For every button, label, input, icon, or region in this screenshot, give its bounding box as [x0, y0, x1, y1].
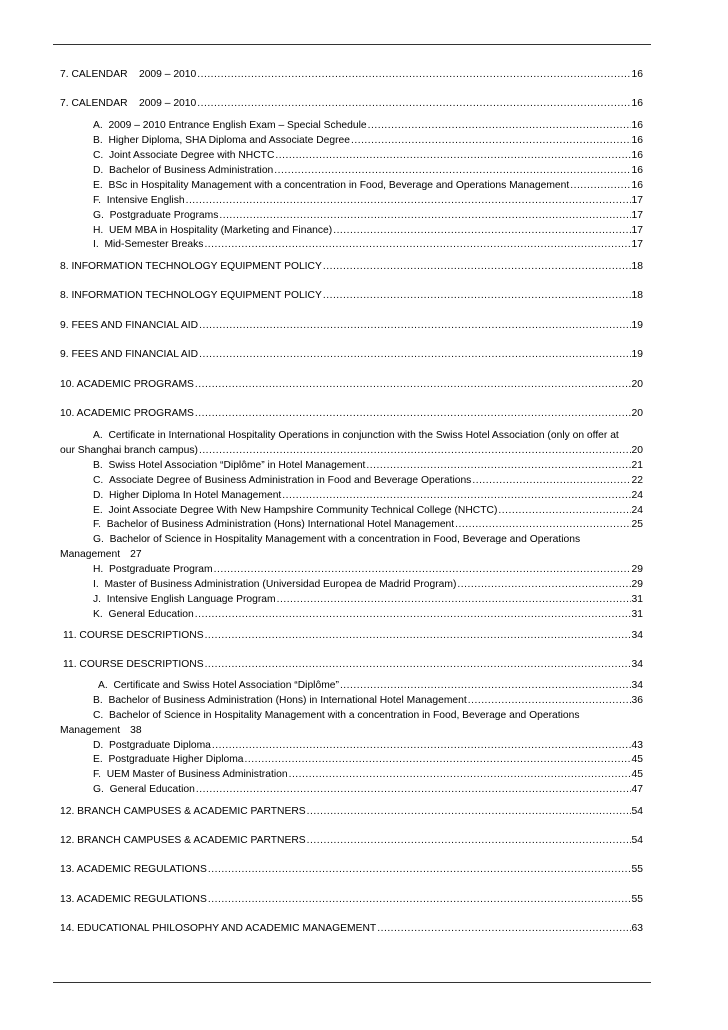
toc-subentry[interactable]: [93, 120, 643, 132]
toc-page-number: 19: [631, 320, 643, 331]
toc-subentry[interactable]: [93, 210, 643, 222]
toc-entry-label: 13. ACADEMIC REGULATIONS: [60, 864, 207, 875]
toc-entry-fees[interactable]: [60, 320, 643, 332]
toc-entry-label: I. Mid-Semester Breaks: [93, 239, 204, 250]
toc-page-number: 17: [631, 225, 643, 236]
leader-dots: [333, 225, 630, 237]
toc-entry-label: B. Swiss Hotel Association “Diplôme” in Hotel Management: [93, 460, 366, 471]
toc-page-number: 25: [631, 519, 643, 530]
toc-subentry-continuation[interactable]: [60, 445, 643, 457]
leader-dots: [195, 609, 631, 621]
toc-entry-calendar[interactable]: [60, 98, 643, 110]
toc-entry-label: A. 2009 – 2010 Entrance English Exam – Special Schedule: [93, 120, 367, 131]
toc-entry-label: F. UEM Master of Business Administration: [93, 769, 288, 780]
leader-dots: [199, 445, 631, 457]
toc-entry-label: D. Bachelor of Business Administration: [93, 165, 274, 176]
leader-dots: [368, 120, 631, 132]
toc-entry-label: K. General Education: [93, 609, 194, 620]
toc-entry-label: D. Postgraduate Diploma: [93, 740, 211, 751]
toc-page-number: 45: [631, 754, 643, 765]
toc-subentry[interactable]: [93, 460, 643, 472]
toc-page-number: 20: [631, 445, 643, 456]
toc-entry-label: 13. ACADEMIC REGULATIONS: [60, 894, 207, 905]
toc-page-number: 17: [631, 195, 643, 206]
toc-page-number: 24: [631, 505, 643, 516]
leader-dots: [323, 290, 631, 302]
leader-dots: [212, 740, 631, 752]
toc-page-number: 47: [631, 784, 643, 795]
toc-page-number: 54: [631, 806, 643, 817]
toc-page-number: 36: [631, 695, 643, 706]
toc-subentry[interactable]: [93, 475, 643, 487]
leader-dots: [468, 695, 631, 707]
toc-entry-branch-campuses[interactable]: [60, 835, 643, 847]
toc-entry-label: H. UEM MBA in Hospitality (Marketing and Finance): [93, 225, 333, 236]
toc-entry-calendar[interactable]: [60, 69, 643, 81]
toc-entry-label: H. Postgraduate Program: [93, 564, 213, 575]
toc-entry-label: C. Associate Degree of Business Administration in Food and Beverage Operations: [93, 475, 472, 486]
toc-subentry[interactable]: [93, 195, 643, 207]
toc-entry-academic-programs[interactable]: [60, 408, 643, 420]
toc-entry-label: 12. BRANCH CAMPUSES & ACADEMIC PARTNERS: [60, 806, 306, 817]
toc-entry-it-policy[interactable]: [60, 290, 643, 302]
toc-entry-label: E. Joint Associate Degree With New Hampshire Community Technical College (NHCTC): [93, 505, 498, 516]
toc-entry-fees[interactable]: [60, 349, 643, 361]
toc-subentry[interactable]: [93, 594, 643, 606]
toc-entry-label: 11. COURSE DESCRIPTIONS: [63, 630, 204, 641]
toc-entry-label: 10. ACADEMIC PROGRAMS: [60, 408, 194, 419]
toc-entry-label: A. Certificate and Swiss Hotel Association “Diplôme”: [98, 680, 339, 691]
leader-dots: [219, 210, 630, 222]
leader-dots: [472, 475, 630, 487]
leader-dots: [457, 579, 630, 591]
toc-entry-label: B. Bachelor of Business Administration (Hons) in International Hotel Management: [93, 695, 467, 706]
toc-subentry[interactable]: [93, 225, 643, 237]
leader-dots: [186, 195, 631, 207]
leader-dots: [199, 349, 630, 361]
toc-entry-label: 12. BRANCH CAMPUSES & ACADEMIC PARTNERS: [60, 835, 306, 846]
toc-subentry[interactable]: [93, 754, 643, 766]
toc-entry-label: G. Postgraduate Programs: [93, 210, 219, 221]
leader-dots: [340, 680, 631, 692]
toc-page-number: 45: [631, 769, 643, 780]
toc-page-number: 55: [631, 864, 643, 875]
leader-dots: [197, 69, 630, 81]
toc-entry-label: 8. INFORMATION TECHNOLOGY EQUIPMENT POLICY: [60, 290, 322, 301]
toc-entry-label: 11. COURSE DESCRIPTIONS: [63, 659, 204, 670]
toc-page-number: 16: [631, 69, 643, 80]
toc-entry-course-descriptions[interactable]: [63, 659, 643, 671]
footer-rule: [53, 982, 651, 983]
leader-dots: [570, 180, 630, 192]
toc-subentry[interactable]: [93, 695, 643, 707]
leader-dots: [282, 490, 630, 502]
toc-page-number: 24: [631, 490, 643, 501]
toc-page-number: 31: [631, 594, 643, 605]
toc-subentry[interactable]: [93, 740, 643, 752]
toc-page-number: 38: [130, 725, 142, 736]
leader-dots: [455, 519, 630, 531]
toc-subentry[interactable]: [93, 239, 643, 251]
leader-dots: [245, 754, 631, 766]
toc-page-number: 21: [631, 460, 643, 471]
toc-subentry[interactable]: [93, 784, 643, 796]
toc-entry-label: 9. FEES AND FINANCIAL AID: [60, 349, 199, 360]
toc-entry-label: E. Postgraduate Higher Diploma: [93, 754, 244, 765]
toc-page-number: 31: [631, 609, 643, 620]
leader-dots: [196, 784, 631, 796]
toc-page-number: 16: [631, 135, 643, 146]
toc-page-number: 43: [631, 740, 643, 751]
toc-entry-label: 7. CALENDAR 2009 – 2010: [60, 69, 197, 80]
toc-entry-label: G. General Education: [93, 784, 195, 795]
toc-subentry[interactable]: [93, 180, 643, 192]
toc-subentry[interactable]: [93, 579, 643, 591]
leader-dots: [277, 594, 631, 606]
toc-subentry[interactable]: [98, 680, 643, 692]
toc-page-number: 34: [631, 659, 643, 670]
toc-page-number: 18: [631, 290, 643, 301]
toc-page-number: 16: [631, 165, 643, 176]
toc-entry-label: Management: [60, 725, 121, 736]
toc-entry-it-policy[interactable]: [60, 261, 643, 273]
toc-page-number: 19: [631, 349, 643, 360]
leader-dots: [377, 923, 630, 935]
toc-subentry-continuation[interactable]: [60, 549, 142, 561]
toc-page-number: 29: [631, 579, 643, 590]
toc-entry-academic-programs[interactable]: [60, 379, 643, 391]
toc-page-number: 34: [631, 630, 643, 641]
toc-subentry[interactable]: [93, 490, 643, 502]
toc-entry-label: D. Higher Diploma In Hotel Management: [93, 490, 282, 501]
leader-dots: [197, 98, 630, 110]
toc-page-number: 16: [631, 180, 643, 191]
toc-subentry-wrapped-line[interactable]: C. Bachelor of Science in Hospitality Management with a concentration in Food, Beverage and Operations: [93, 710, 580, 721]
toc-entry-label: E. BSc in Hospitality Management with a concentration in Food, Beverage and Operations Management: [93, 180, 570, 191]
leader-dots: [199, 320, 630, 332]
toc-page-number: 16: [631, 98, 643, 109]
toc-subentry[interactable]: [93, 150, 643, 162]
leader-dots: [274, 165, 630, 177]
toc-page-number: 17: [631, 210, 643, 221]
leader-dots: [289, 769, 631, 781]
toc-entry-label: F. Intensive English: [93, 195, 185, 206]
toc-entry-label: our Shanghai branch campus): [60, 445, 198, 456]
toc-entry-label: B. Higher Diploma, SHA Diploma and Associate Degree: [93, 135, 350, 146]
toc-entry-label: J. Intensive English Language Program: [93, 594, 276, 605]
toc-page-number: 34: [631, 680, 643, 691]
toc-entry-label: 14. EDUCATIONAL PHILOSOPHY AND ACADEMIC MANAGEMENT: [60, 923, 377, 934]
toc-subentry-continuation[interactable]: [60, 725, 142, 737]
toc-page-number: 54: [631, 835, 643, 846]
toc-entry-label: 8. INFORMATION TECHNOLOGY EQUIPMENT POLICY: [60, 261, 322, 272]
toc-entry-label: 7. CALENDAR 2009 – 2010: [60, 98, 197, 109]
toc-page-number: 16: [631, 150, 643, 161]
leader-dots: [307, 835, 631, 847]
toc-page-number: 18: [631, 261, 643, 272]
leader-dots: [204, 239, 630, 251]
toc-subentry[interactable]: [93, 564, 643, 576]
leader-dots: [275, 150, 630, 162]
toc-page-number: 17: [631, 239, 643, 250]
toc-subentry[interactable]: [93, 505, 643, 517]
toc-subentry[interactable]: [93, 135, 643, 147]
toc-entry-label: I. Master of Business Administration (Universidad Europea de Madrid Program): [93, 579, 457, 590]
leader-dots: [208, 864, 631, 876]
leader-dots: [205, 630, 631, 642]
toc-entry-label: C. Joint Associate Degree with NHCTC: [93, 150, 275, 161]
leader-dots: [323, 261, 631, 273]
toc-entry-label: F. Bachelor of Business Administration (Hons) International Hotel Management: [93, 519, 455, 530]
toc-subentry[interactable]: [93, 609, 643, 621]
toc-entry-academic-regulations[interactable]: [60, 894, 643, 906]
toc-subentry-wrapped-line[interactable]: G. Bachelor of Science in Hospitality Management with a concentration in Food, Beverage and Operations: [93, 534, 581, 545]
toc-entry-course-descriptions[interactable]: [63, 630, 643, 642]
toc-subentry-wrapped-line[interactable]: A. Certificate in International Hospitality Operations in conjunction with the Swiss Hotel Association (only on offer at: [93, 430, 619, 441]
toc-entry-educational-philosophy[interactable]: [60, 923, 643, 935]
leader-dots: [351, 135, 631, 147]
toc-page-number: 22: [631, 475, 643, 486]
toc-subentry[interactable]: [93, 165, 643, 177]
toc-page-number: 20: [631, 408, 643, 419]
toc-page-number: 20: [631, 379, 643, 390]
leader-dots: [205, 659, 631, 671]
leader-dots: [195, 379, 631, 391]
toc-entry-branch-campuses[interactable]: [60, 806, 643, 818]
leader-dots: [307, 806, 631, 818]
toc-subentry[interactable]: [93, 769, 643, 781]
toc-page-number: 63: [631, 923, 643, 934]
leader-dots: [366, 460, 630, 472]
toc-entry-academic-regulations[interactable]: [60, 864, 643, 876]
toc-subentry[interactable]: [93, 519, 643, 531]
leader-dots: [498, 505, 630, 517]
toc-page-number: 16: [631, 120, 643, 131]
toc-page-number: 29: [631, 564, 643, 575]
toc-entry-label: 9. FEES AND FINANCIAL AID: [60, 320, 199, 331]
leader-dots: [208, 894, 631, 906]
toc-page-number: 55: [631, 894, 643, 905]
leader-dots: [214, 564, 631, 576]
toc-entry-label: 10. ACADEMIC PROGRAMS: [60, 379, 194, 390]
toc-entry-label: Management: [60, 549, 121, 560]
toc-page-number: 27: [130, 549, 142, 560]
leader-dots: [195, 408, 631, 420]
